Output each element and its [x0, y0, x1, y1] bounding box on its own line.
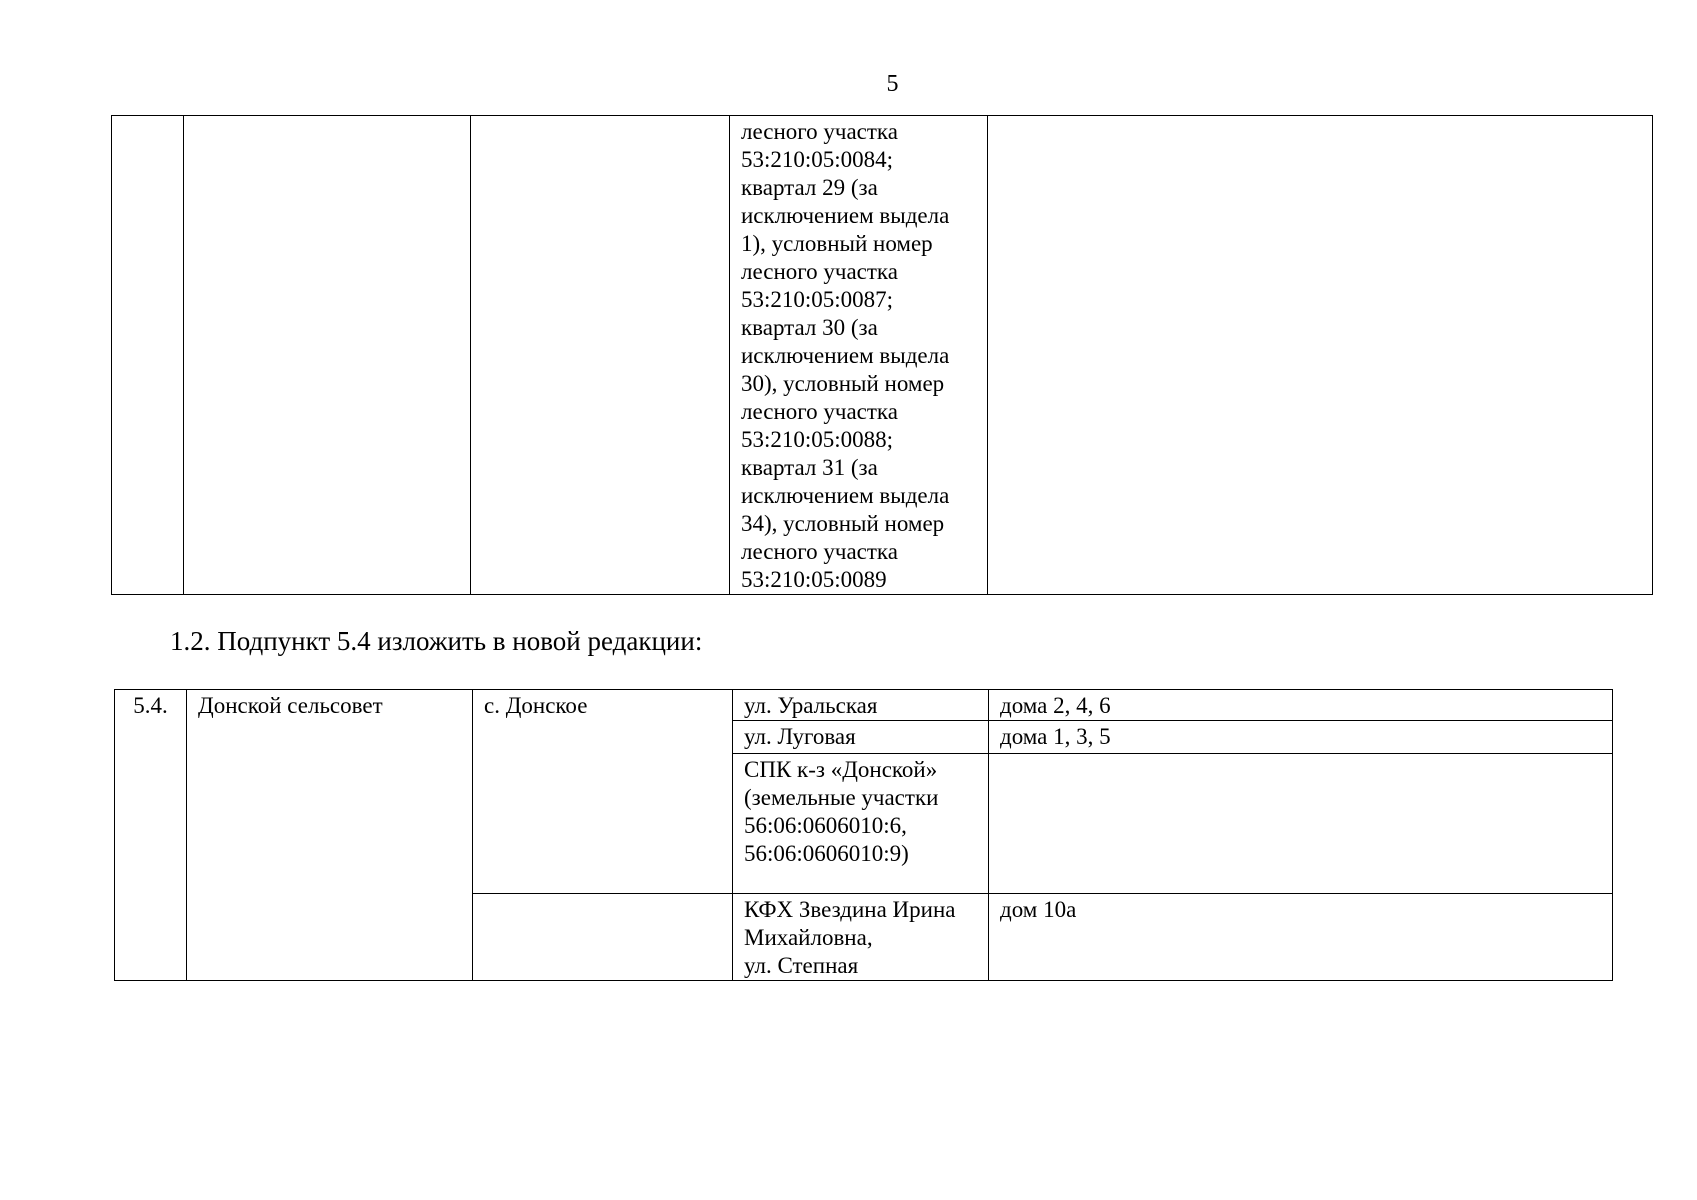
settlement-name: с. Донское — [473, 690, 733, 894]
empty-cell — [112, 116, 184, 595]
empty-cell — [988, 116, 1653, 595]
empty-cell — [471, 116, 730, 595]
street-cell: СПК к-з «Донской» (земельные участки 56:06:0606010:6, 56:06:0606010:9) — [733, 754, 989, 894]
item-number: 5.4. — [115, 690, 187, 981]
street-cell: КФХ Звездина Ирина Михайловна, ул. Степная — [733, 894, 989, 981]
council-name: Донской сельсовет — [187, 690, 473, 981]
houses-cell — [989, 754, 1613, 894]
empty-cell — [473, 894, 733, 981]
houses-cell: дома 2, 4, 6 — [989, 690, 1613, 721]
continuation-table — [111, 115, 1653, 595]
empty-cell — [184, 116, 471, 595]
table-row — [115, 690, 1613, 721]
houses-cell: дом 10а — [989, 894, 1613, 981]
forest-plots-cell: лесного участка 53:210:05:0084; квартал 29 (за исключением выдела 1), условный номер лесного участка 53:210:05:0087; квартал 30 (за исключением выдела 30), условный номер лесного участка 53:210:05:0088; квартал 31 (за исключением выдела 34), условный номер лесного участка 53:210:05:0089 — [730, 116, 988, 595]
street-cell: ул. Луговая — [733, 721, 989, 754]
subclause-table — [114, 689, 1613, 981]
page-number: 5 — [886, 71, 899, 97]
instruction-text: 1.2. Подпункт 5.4 изложить в новой редакции: — [170, 626, 703, 656]
table-row — [112, 116, 1653, 595]
houses-cell: дома 1, 3, 5 — [989, 721, 1613, 754]
street-cell: ул. Уральская — [733, 690, 989, 721]
